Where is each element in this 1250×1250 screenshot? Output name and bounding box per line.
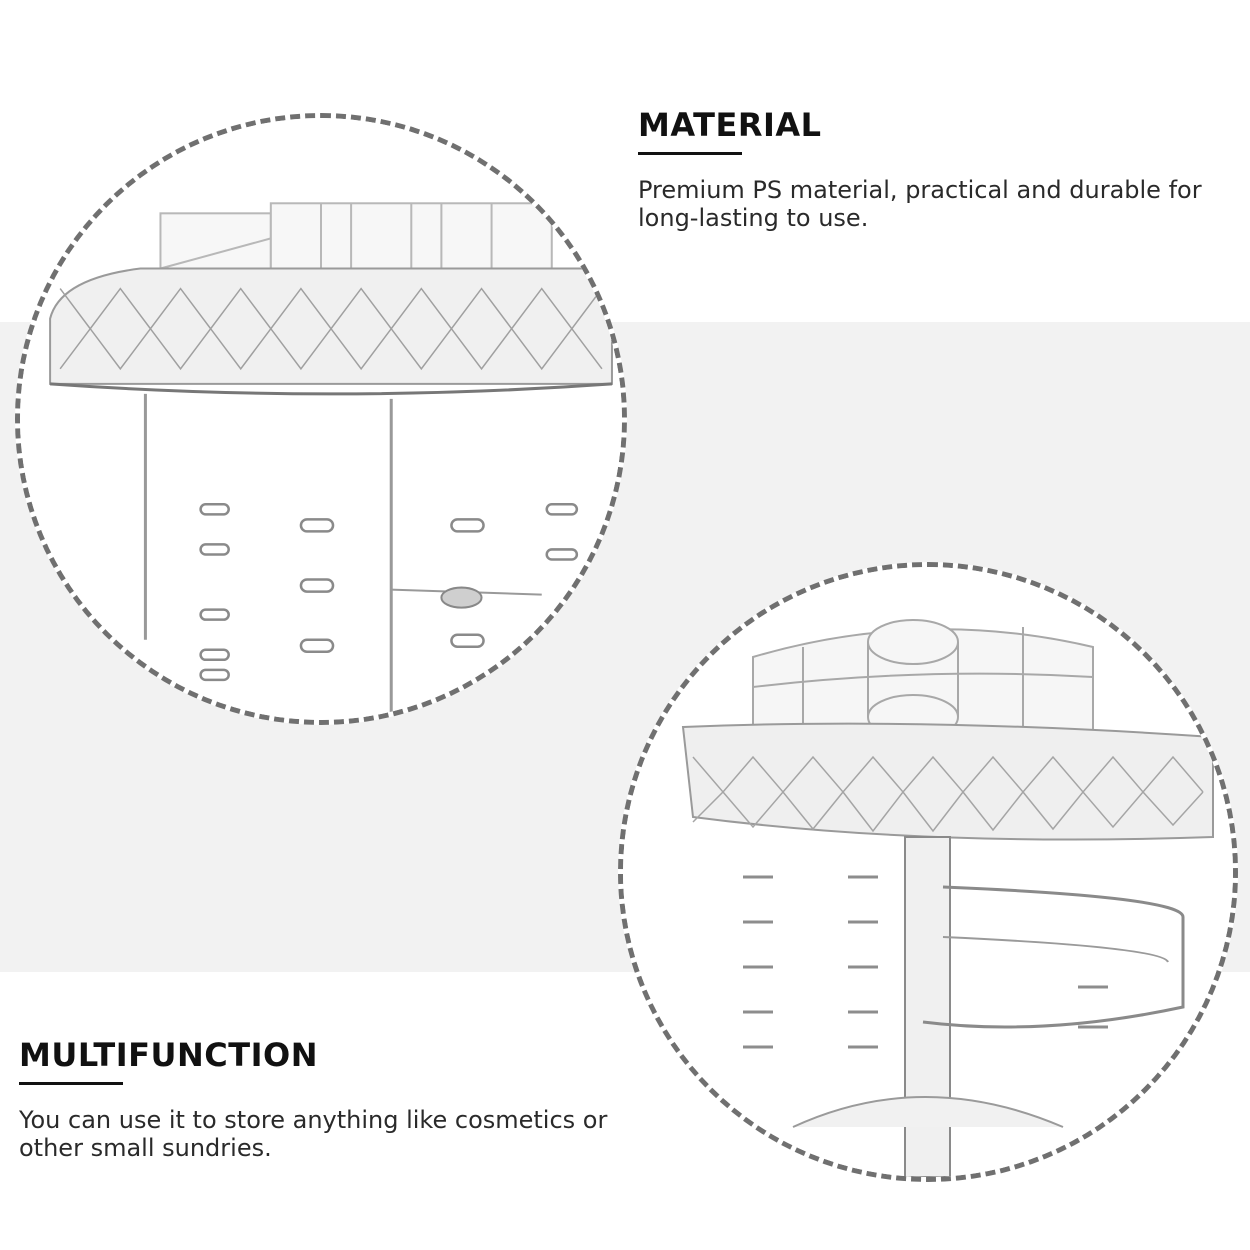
material-heading-underline — [638, 152, 742, 155]
multifunction-heading: MULTIFUNCTION — [19, 1036, 318, 1074]
multifunction-heading-underline — [19, 1082, 123, 1085]
organizer-rotating-illustration — [623, 567, 1233, 1177]
material-heading: MATERIAL — [638, 106, 822, 144]
organizer-top-illustration — [20, 118, 622, 720]
material-description: Premium PS material, practical and durable for long-lasting to use. — [638, 176, 1202, 232]
material-closeup-image — [15, 113, 627, 725]
multifunction-description: You can use it to store anything like cosmetics or other small sundries. — [19, 1106, 608, 1162]
multifunction-closeup-image — [618, 562, 1238, 1182]
